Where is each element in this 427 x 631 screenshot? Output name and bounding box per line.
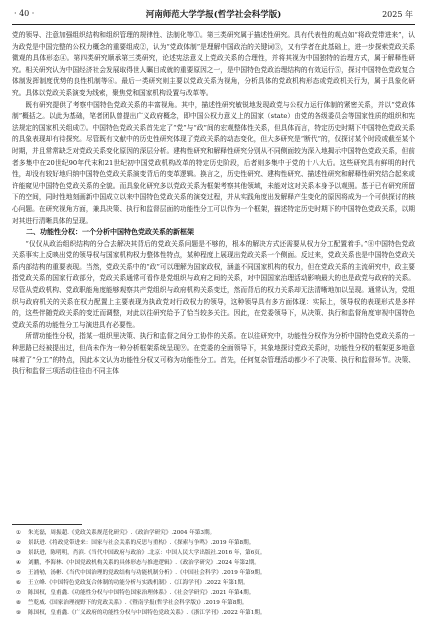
footnote-text: 王浦劬，汤彬.《当代中国治理的党政结构与功能机制分析》.《中国社会科学》.2019 年第9期。 (28, 570, 266, 576)
article-body (12, 30, 415, 378)
journal-title: 河南师范大学学报(哲学社会科学版) (145, 10, 282, 20)
body-paragraph: 既有研究提供了考察中国特色党政关系的丰富视角。其中，描述性研究敏锐地发现政党与公权力运行体制的紧密关系，并以“党政体制”概括之。以此为基础，笔者团队曾提出广义政府概念，即中国公权力意义上的国家（state）由党的各级委员会等国家性质的组织和宪法规定的国家机关组成⑦。中国特色党政关系首先定了“党”与“政”间的宏观整体性关系，但具体而言，特定历史时期下中国特色党政关系的具象表现却有待探究。尽管既有文献中的历史性研究体现了党政关系的动态变化，但大多研究是“断代”的，仅探讨某个时段或截至某个时期，并且常常缺乏对党政关系变化原因的深层分析。建构性研究和解释性研究分别从不同侧面较为深入地揭示中国特色党政关系，但前者多集中在20世纪90年代末和21世纪初中国党政机构改革的特定历史阶段，后者则多集中于党的十八大后。这些研究具有鲜明的时代性，却没有较好地归纳中国特色党政关系演变背后的变革逻辑。换言之，历史性研究、建构性研究、描述性研究和解释性研究结合起来或许能窥见中国特色党政关系的全貌。而具象化研究多以党政关系为框架考察其他领域，未能对这对关系本身予以观照。基于已有研究所留下的空间，同时性地刻画新中国成立以来中国特色党政关系的演变过程，并从实践角度出发解释产生变化的原因将成为一个可供探讨的核心问题。在研究视角方面，兼具决策、执行和监督层面的功能性分工可以作为一个框架，描述特定历史时期下的中国特色党政关系，以期对其进行清晰具体的呈现。 (12, 100, 415, 225)
footnote-number: ④ (16, 560, 22, 566)
footnote-number: ③ (16, 550, 22, 556)
footnote (16, 568, 411, 578)
footnote-number: ② (16, 540, 22, 546)
footnote (16, 528, 411, 538)
footnote-rule (12, 524, 82, 525)
header-rule (12, 24, 415, 25)
footnote-text: 景跃进.《将政党带进来：国家与社会关系的反思与重构》.《探索与争鸣》.2019 年第8期。 (28, 540, 255, 546)
footnote (16, 578, 411, 588)
page-number: · 40 · (14, 9, 35, 18)
footnote (16, 558, 411, 568)
footnote (16, 588, 411, 598)
footnote-number: ⑧ (16, 600, 22, 606)
footnote-text: 陈国权，皇甫鑫.《广义政府的功能性分权与中国特色党政关系》.《浙江学刊》.2022 年第1期。 (28, 610, 266, 616)
publication-year: 2025 年 (382, 10, 413, 19)
footnote-text: 陈国权，皇甫鑫.《功能性分权与中国特色国家治理体系》.《社会学研究》.2021 年第4期。 (28, 590, 255, 596)
footnote (16, 598, 411, 608)
footnote-text: 竺乾威.《国家治理视野下的党政关系》.《暨南学报(哲学社会科学版)》.2019 年第8期。 (28, 600, 248, 606)
footnote-number: ⑨ (16, 610, 22, 616)
body-paragraph: “仅仅从政治组织结构的分合去解决其背后的党政关系问题是不够的，根本的解决方式还需要从权力分工配置着手。”⑧中国特色党政关系事实上反映出党的领导权与国家机构权力整体性特点，某种程度上展现出党政关系一个侧面。反过来，党政关系也是中国特色党政关系内部结构的重要表现。当然，党政关系中的“政”可以理解为国家政权，涵盖不同国家机构的权力，但在党政关系的主流研究中，政主要指党政关系的国家行政部分，党政关系通常可看作是党组织与政府之间的关系，对中国国家治理活动影响最大的也是政党与政府的关系。尽管从党政机构、党政职能角度能够观察共产党组织与政府机构关系变迁，然而背后的权力关系却无法清晰地加以呈现。通常认为，党组织与政府机关的关系在权力配置上主要表现为执政党对行政权力的领导，这种领导具有多方面体现：实际上，领导权的表现形式是多样的，这些伴随党政关系的变迁而调整，对此以往研究给予了恰当较多关注。因此，在党委领导下，从决策、执行和监督角度审视中国特色党政关系的功能性分工与演进具有必要性。 (12, 239, 415, 329)
footnotes (16, 528, 411, 618)
footnote-text: 王立峰.《中国特色党政复合体制的功能分析与实践机制》.《江海学刊》.2022 年第1期。 (28, 580, 249, 586)
footnote-text: 刘鹏，李海林.《中国党政机构关系的具体形态与推进逻辑》.《政治学研究》.2024 年第2期。 (28, 560, 260, 566)
footnote-number: ⑤ (16, 570, 22, 576)
footnote (16, 538, 411, 548)
body-paragraph: 所谓功能性分权，指某一组织里决策、执行和监督之间分工协作的关系。在以往研究中，功能性分权作为分析中国特色党政关系的一种思路已经被提出过，但尚未作为一种分析框架系统呈现⑨。在党委的全面领导下，其象地探讨党政关系时，功能性分权的框架更多地意味着了“分工”的特点，因此本文认为功能性分权又可称为功能性分工。首先，任何复杂管理活动都少不了决策、执行和监督环节。决策、执行和监督三项活动往往由不同主体 (12, 332, 415, 376)
footnote-number: ⑦ (16, 590, 22, 596)
footnote-text: 景跃进，陈明明，肖滨.《当代中国政府与政治》.北京：中国人民大学出版社.2016 年，第6页。 (28, 550, 266, 556)
body-paragraph: 党的领导、注意加强组织结构和组织管理的规律性、法制化等①。第三类研究属于描述性研究。具有代表性的观点如“将政党带进来”，认为政党是中国完整的公权力概念的重要组成②，认为“党政体制”是理解中国政治的关键词③，又有学者在此基础上，进一步探索党政关系微观的具体形态④。第四类研究顺承第三类研究，论述宪法意义上党政关系的合理性，并将其视为中国独特的治理方式，属于解释性研究。相关研究认为中国经济社会发展取得世人瞩目成就的重要原因之一，是中国特色党政治理结构的有效运行⑤，探讨中国特色党政复合体制发挥制度优势的良性机制等⑥。最后一类研究则主要以党政关系为视角，分析具体的党政机构形态或党政机关行为，属于具象化研究。具体以党政关系演变为线索，聚焦党和国家机构设置与改革等。 (12, 31, 415, 97)
footnote-number: ⑥ (16, 580, 22, 586)
page-header (0, 0, 427, 26)
footnote (16, 608, 411, 618)
footnote-number: ① (16, 530, 22, 536)
section-heading: 二、功能性分权：一个分析中国特色党政关系的新框架 (26, 228, 194, 237)
footnote-text: 朱光磊，周振超.《党政关系规范化研究》.《政治学研究》.2004 年第3期。 (28, 530, 216, 536)
footnote (16, 548, 411, 558)
